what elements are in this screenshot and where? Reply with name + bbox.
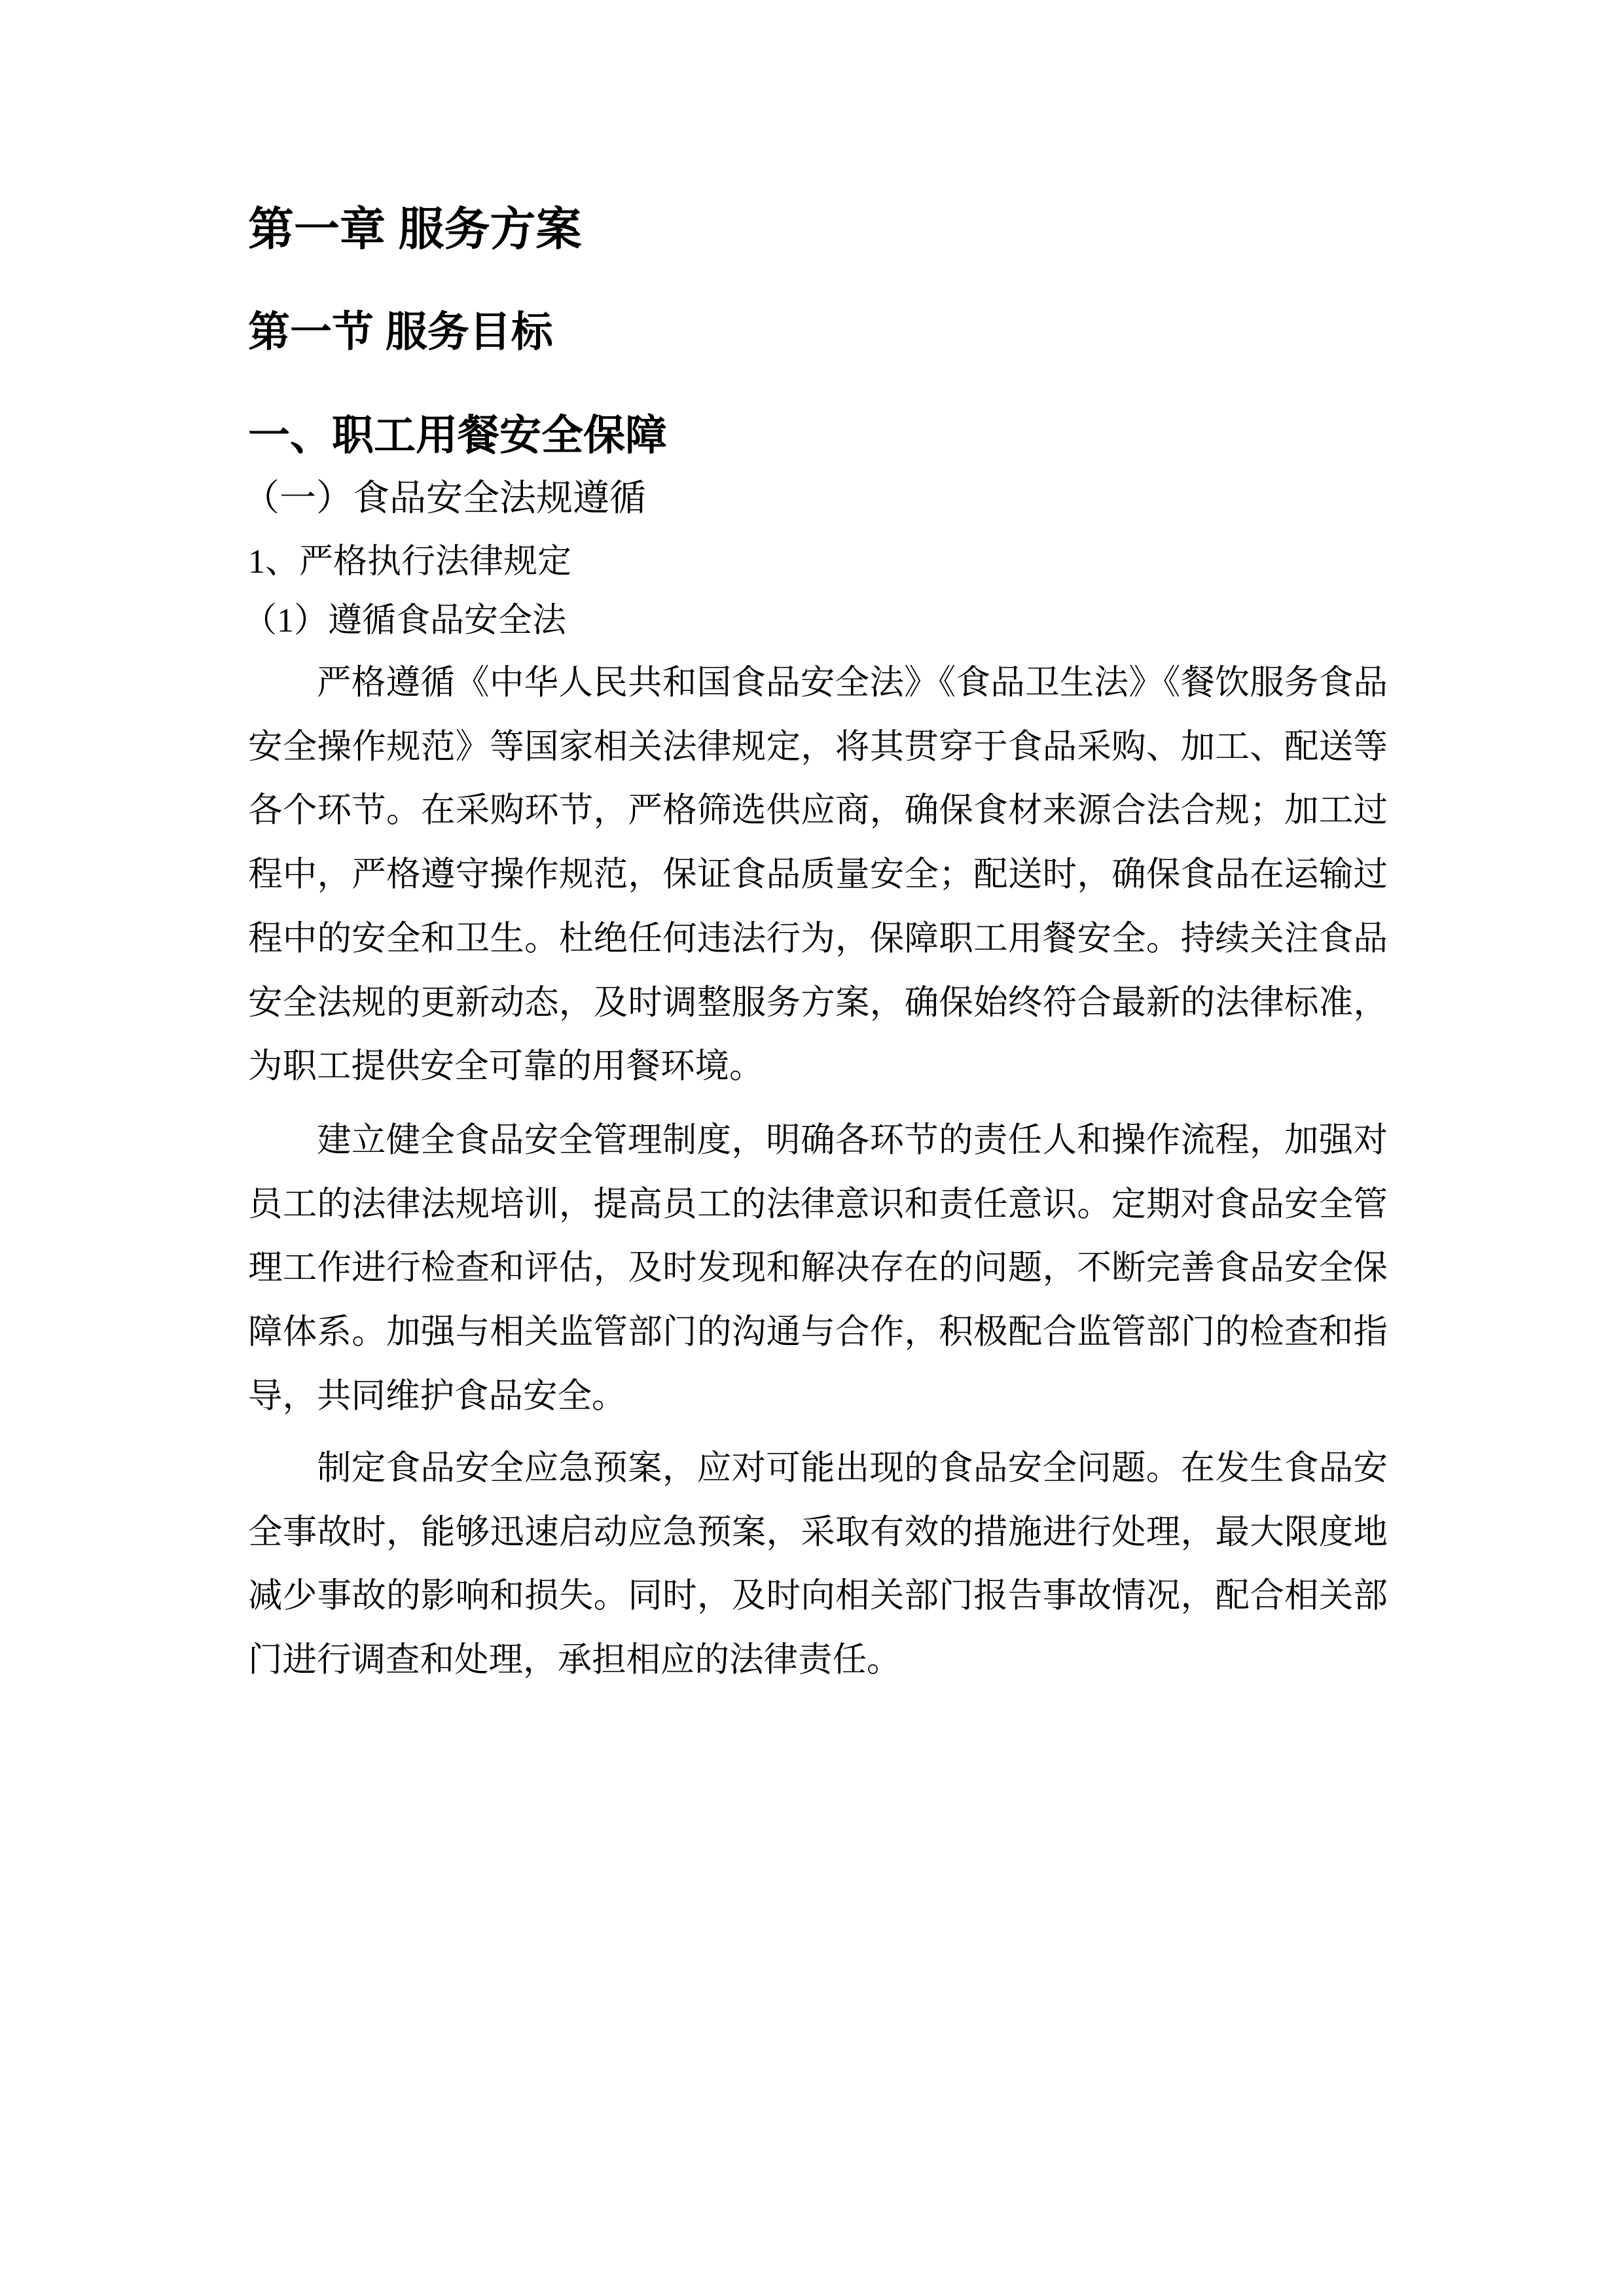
section-title: 第一节 服务目标 — [248, 308, 553, 355]
paragraph-3: 制定食品安全应急预案，应对可能出现的食品安全问题。在发生食品安全事故时，能够迅速启动应急预案，采取有效的措施进行处理，最大限度地减少事故的影响和损失。同时，及时向相关部门报告事故情况，配合相关部门进行调查和处理，承担相应的法律责任。 — [248, 1449, 1388, 1679]
heading-1: 一、职工用餐安全保障 — [248, 412, 667, 459]
subheading-1: （一）食品安全法规遵循 — [243, 478, 646, 519]
item-1: 1、严格执行法律规定 — [248, 543, 572, 581]
paragraph-2: 建立健全食品安全管理制度，明确各环节的责任人和操作流程，加强对员工的法律法规培训，提高员工的法律意识和责任意识。定期对食品安全管理工作进行检查和评估，及时发现和解决存在的问题，不断完善食品安全保障体系。加强与相关监管部门的沟通与合作，积极配合监管部门的检查和指导，共同维护食品安全。 — [248, 1121, 1388, 1415]
paragraph-1: 严格遵循《中华人民共和国食品安全法》《食品卫生法》《餐饮服务食品安全操作规范》等国家相关法律规定，将其贯穿于食品采购、加工、配送等各个环节。在采购环节，严格筛选供应商，确保食材来源合法合规；加工过程中，严格遵守操作规范，保证食品质量安全；配送时，确保食品在运输过程中的安全和卫生。杜绝任何违法行为，保障职工用餐安全。持续关注食品安全法规的更新动态，及时调整服务方案，确保始终符合最新的法律标准，为职工提供安全可靠的用餐环境。 — [248, 664, 1388, 1086]
chapter-title: 第一章 服务方案 — [248, 204, 582, 255]
subitem-1: （1）遵循食品安全法 — [243, 602, 567, 639]
